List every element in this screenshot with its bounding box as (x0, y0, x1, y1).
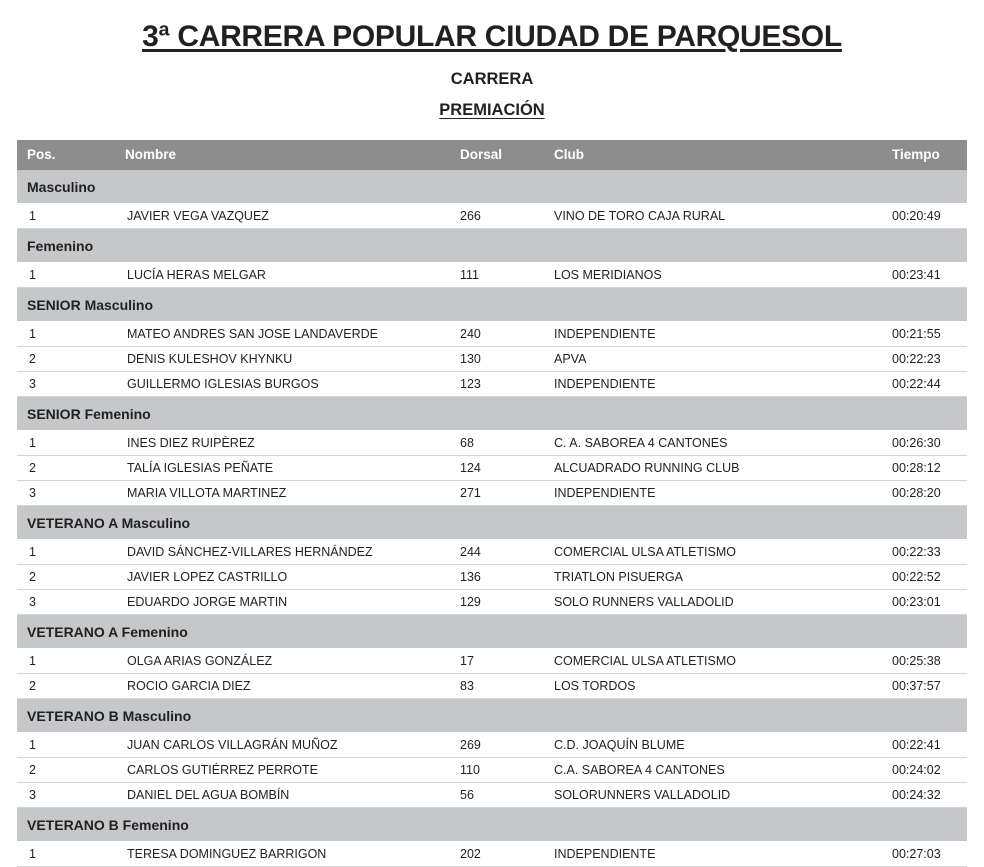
table-row (17, 481, 967, 506)
column-header-nombre: Nombre (113, 140, 452, 170)
cell-pos: 1 (17, 431, 113, 456)
cell-nombre: OLGA ARIAS GONZÁLEZ (113, 649, 452, 674)
cell-club: C.D. JOAQUÍN BLUME (546, 733, 884, 758)
cell-club: COMERCIAL ULSA ATLETISMO (546, 649, 884, 674)
cell-club: TRIATLON PISUERGA (546, 565, 884, 590)
cell-tiempo: 00:21:55 (884, 322, 967, 347)
cell-nombre: MARIA VILLOTA MARTINEZ (113, 481, 452, 506)
cell-pos: 1 (17, 733, 113, 758)
cell-tiempo: 00:37:57 (884, 674, 967, 699)
cell-dorsal: 68 (452, 431, 546, 456)
cell-club: LOS MERIDIANOS (546, 263, 884, 288)
table-row (17, 783, 967, 808)
category-label: Masculino (17, 170, 967, 204)
cell-nombre: INES DIEZ RUIPÈREZ (113, 431, 452, 456)
cell-dorsal: 56 (452, 783, 546, 808)
cell-tiempo: 00:24:02 (884, 758, 967, 783)
table-body (17, 170, 967, 867)
cell-club: SOLORUNNERS VALLADOLID (546, 783, 884, 808)
results-table (17, 140, 967, 867)
cell-nombre: LUCÍA HERAS MELGAR (113, 263, 452, 288)
table-header (17, 140, 967, 170)
cell-tiempo: 00:28:12 (884, 456, 967, 481)
cell-dorsal: 271 (452, 481, 546, 506)
cell-dorsal: 129 (452, 590, 546, 615)
cell-pos: 1 (17, 263, 113, 288)
cell-tiempo: 00:22:41 (884, 733, 967, 758)
cell-dorsal: 269 (452, 733, 546, 758)
table-row (17, 204, 967, 229)
category-label: VETERANO B Femenino (17, 808, 967, 842)
cell-nombre: ROCIO GARCIA DIEZ (113, 674, 452, 699)
subtitle-race: CARRERA (450, 70, 534, 88)
category-label: SENIOR Femenino (17, 397, 967, 431)
category-row (17, 170, 967, 204)
cell-dorsal: 111 (452, 263, 546, 288)
category-row (17, 506, 967, 540)
cell-pos: 2 (17, 758, 113, 783)
column-header-pos: Pos. (17, 140, 113, 170)
cell-dorsal: 17 (452, 649, 546, 674)
table-row (17, 456, 967, 481)
cell-tiempo: 00:24:32 (884, 783, 967, 808)
cell-dorsal: 123 (452, 372, 546, 397)
category-label: VETERANO A Masculino (17, 506, 967, 540)
cell-club: APVA (546, 347, 884, 372)
cell-pos: 3 (17, 481, 113, 506)
cell-club: INDEPENDIENTE (546, 842, 884, 867)
cell-dorsal: 136 (452, 565, 546, 590)
cell-tiempo: 00:26:30 (884, 431, 967, 456)
title-line (0, 20, 984, 54)
cell-nombre: TERESA DOMINGUEZ BARRIGON (113, 842, 452, 867)
cell-club: LOS TORDOS (546, 674, 884, 699)
cell-dorsal: 130 (452, 347, 546, 372)
category-label: Femenino (17, 229, 967, 263)
table-row (17, 674, 967, 699)
cell-club: INDEPENDIENTE (546, 372, 884, 397)
cell-tiempo: 00:23:41 (884, 263, 967, 288)
table-row (17, 565, 967, 590)
cell-dorsal: 124 (452, 456, 546, 481)
document-header (0, 0, 984, 120)
cell-dorsal: 83 (452, 674, 546, 699)
cell-pos: 1 (17, 649, 113, 674)
cell-tiempo: 00:22:23 (884, 347, 967, 372)
category-row (17, 699, 967, 733)
cell-nombre: GUILLERMO IGLESIAS BURGOS (113, 372, 452, 397)
cell-dorsal: 266 (452, 204, 546, 229)
table-row (17, 590, 967, 615)
cell-tiempo: 00:22:44 (884, 372, 967, 397)
table-row (17, 347, 967, 372)
cell-club: SOLO RUNNERS VALLADOLID (546, 590, 884, 615)
cell-club: INDEPENDIENTE (546, 322, 884, 347)
table-row (17, 263, 967, 288)
table-header-row (17, 140, 967, 170)
cell-nombre: TALÍA IGLESIAS PEÑATE (113, 456, 452, 481)
cell-nombre: MATEO ANDRES SAN JOSE LANDAVERDE (113, 322, 452, 347)
cell-pos: 1 (17, 540, 113, 565)
category-label: VETERANO B Masculino (17, 699, 967, 733)
cell-dorsal: 110 (452, 758, 546, 783)
cell-dorsal: 240 (452, 322, 546, 347)
cell-tiempo: 00:28:20 (884, 481, 967, 506)
category-row (17, 615, 967, 649)
cell-club: ALCUADRADO RUNNING CLUB (546, 456, 884, 481)
table-row (17, 431, 967, 456)
cell-pos: 3 (17, 783, 113, 808)
cell-pos: 3 (17, 372, 113, 397)
cell-nombre: DENIS KULESHOV KHYNKU (113, 347, 452, 372)
category-row (17, 288, 967, 322)
cell-pos: 1 (17, 842, 113, 867)
cell-club: COMERCIAL ULSA ATLETISMO (546, 540, 884, 565)
cell-nombre: CARLOS GUTIÉRREZ PERROTE (113, 758, 452, 783)
cell-dorsal: 202 (452, 842, 546, 867)
table-row (17, 758, 967, 783)
cell-nombre: JAVIER VEGA VAZQUEZ (113, 204, 452, 229)
subtitle-line (0, 89, 984, 120)
table-row (17, 322, 967, 347)
cell-nombre: DAVID SÁNCHEZ-VILLARES HERNÁNDEZ (113, 540, 452, 565)
table-row (17, 540, 967, 565)
table-row (17, 372, 967, 397)
cell-tiempo: 00:27:03 (884, 842, 967, 867)
cell-club: C. A. SABOREA 4 CANTONES (546, 431, 884, 456)
column-header-dorsal: Dorsal (452, 140, 546, 170)
page-title: 3ª CARRERA POPULAR CIUDAD DE PARQUESOL (142, 20, 842, 53)
cell-pos: 1 (17, 322, 113, 347)
cell-nombre: JUAN CARLOS VILLAGRÁN MUÑOZ (113, 733, 452, 758)
cell-pos: 3 (17, 590, 113, 615)
cell-tiempo: 00:22:33 (884, 540, 967, 565)
cell-tiempo: 00:20:49 (884, 204, 967, 229)
table-row (17, 733, 967, 758)
cell-tiempo: 00:22:52 (884, 565, 967, 590)
category-label: SENIOR Masculino (17, 288, 967, 322)
column-header-club: Club (546, 140, 884, 170)
cell-dorsal: 244 (452, 540, 546, 565)
cell-club: INDEPENDIENTE (546, 481, 884, 506)
table-row (17, 649, 967, 674)
cell-club: C.A. SABOREA 4 CANTONES (546, 758, 884, 783)
cell-club: VINO DE TORO CAJA RURAL (546, 204, 884, 229)
cell-tiempo: 00:23:01 (884, 590, 967, 615)
cell-pos: 2 (17, 674, 113, 699)
category-row (17, 397, 967, 431)
cell-tiempo: 00:25:38 (884, 649, 967, 674)
cell-nombre: EDUARDO JORGE MARTIN (113, 590, 452, 615)
cell-pos: 2 (17, 347, 113, 372)
column-header-tiempo: Tiempo (884, 140, 967, 170)
cell-nombre: JAVIER LOPEZ CASTRILLO (113, 565, 452, 590)
category-label: VETERANO A Femenino (17, 615, 967, 649)
cell-pos: 2 (17, 565, 113, 590)
category-row (17, 229, 967, 263)
cell-nombre: DANIEL DEL AGUA BOMBÍN (113, 783, 452, 808)
table-row (17, 842, 967, 867)
cell-pos: 2 (17, 456, 113, 481)
cell-pos: 1 (17, 204, 113, 229)
subtitle-awards: PREMIACIÓN (439, 101, 545, 119)
